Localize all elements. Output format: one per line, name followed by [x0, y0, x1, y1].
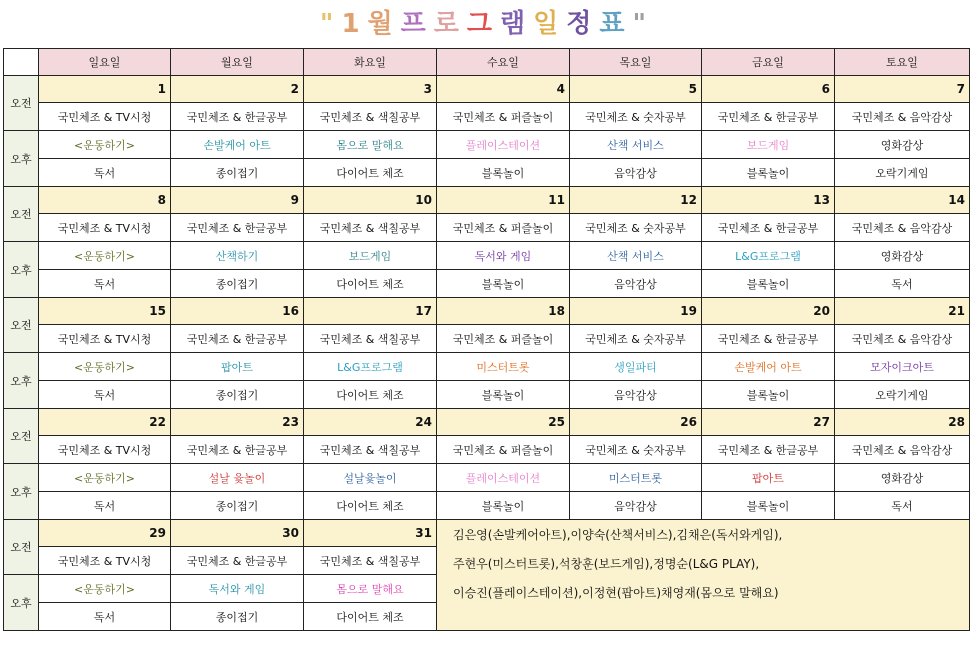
date-number: 4	[437, 76, 570, 103]
afternoon-row	[4, 242, 970, 270]
afternoon-activity: 종이접기	[171, 270, 304, 298]
date-number: 2	[171, 76, 304, 103]
date-number: 10	[304, 187, 437, 214]
date-number: 1	[39, 76, 171, 103]
date-number: 27	[702, 409, 835, 436]
date-number: 7	[835, 76, 970, 103]
note-line: 이승진(플레이스테이션),이정현(팝아트)채영재(몸으로 말해요)	[453, 586, 779, 600]
title-char: 표	[599, 9, 633, 39]
afternoon-activity: 종이접기	[171, 603, 304, 631]
day-header: 수요일	[437, 49, 570, 76]
morning-activity: 국민체조 & 한글공부	[171, 214, 304, 242]
morning-row	[4, 325, 970, 353]
afternoon-program: 산책 서비스	[570, 131, 702, 159]
afternoon-program: 팝아트	[171, 353, 304, 381]
morning-activity: 국민체조 & TV시청	[39, 103, 171, 131]
morning-row	[4, 436, 970, 464]
slot-label-pm: 오후	[4, 464, 39, 520]
afternoon-row	[4, 353, 970, 381]
date-row	[4, 76, 970, 103]
afternoon-program: 산책 서비스	[570, 242, 702, 270]
date-number: 6	[702, 76, 835, 103]
afternoon-activity: 오락기게임	[835, 159, 970, 187]
afternoon-program: <운동하기>	[39, 464, 171, 492]
afternoon-row	[4, 131, 970, 159]
afternoon-activity: 독서	[835, 492, 970, 520]
date-number: 19	[570, 298, 702, 325]
afternoon-activity: 다이어트 체조	[304, 159, 437, 187]
slot-label-pm: 오후	[4, 353, 39, 409]
morning-activity: 국민체조 & 한글공부	[702, 436, 835, 464]
afternoon-activity: 블록놀이	[702, 270, 835, 298]
afternoon-activity: 다이어트 체조	[304, 492, 437, 520]
afternoon-activity: 독서	[39, 603, 171, 631]
afternoon-activity: 독서	[835, 270, 970, 298]
morning-activity: 국민체조 & 숫자공부	[570, 436, 702, 464]
morning-activity: 국민체조 & 한글공부	[702, 325, 835, 353]
afternoon-program: 생일파티	[570, 353, 702, 381]
note-line: 김은영(손발케어아트),이양숙(산책서비스),김채은(독서와게임),	[453, 528, 783, 542]
date-number: 13	[702, 187, 835, 214]
title-char: 프	[400, 9, 434, 39]
afternoon-activity: 다이어트 체조	[304, 603, 437, 631]
afternoon-program: L&G프로그램	[702, 242, 835, 270]
date-number: 11	[437, 187, 570, 214]
title-char: "	[632, 9, 655, 39]
morning-activity: 국민체조 & TV시청	[39, 214, 171, 242]
date-number: 15	[39, 298, 171, 325]
afternoon-program: <운동하기>	[39, 575, 171, 603]
day-header: 토요일	[835, 49, 970, 76]
date-number: 14	[835, 187, 970, 214]
afternoon-activity: 블록놀이	[702, 159, 835, 187]
afternoon-activity: 종이접기	[171, 381, 304, 409]
afternoon-activity: 종이접기	[171, 159, 304, 187]
afternoon-activity: 블록놀이	[437, 381, 570, 409]
afternoon-activity: 블록놀이	[702, 381, 835, 409]
afternoon-program: <운동하기>	[39, 242, 171, 270]
date-number: 5	[570, 76, 702, 103]
morning-activity: 국민체조 & TV시청	[39, 325, 171, 353]
slot-label-pm: 오후	[4, 242, 39, 298]
afternoon-activity: 독서	[39, 159, 171, 187]
afternoon-activity: 블록놀이	[437, 159, 570, 187]
note-line: 주현우(미스터트롯),석창훈(보드게임),정명순(L&G PLAY),	[453, 557, 760, 571]
morning-activity: 국민체조 & 색칠공부	[304, 547, 437, 575]
morning-activity: 국민체조 & 퍼즐놀이	[437, 103, 570, 131]
afternoon-program: 설날 윷놀이	[171, 464, 304, 492]
date-number: 22	[39, 409, 171, 436]
afternoon-activity: 오락기게임	[835, 381, 970, 409]
afternoon-program: 손발케어 아트	[702, 353, 835, 381]
title-char: 그	[466, 9, 501, 39]
date-number: 29	[39, 520, 171, 547]
date-number: 12	[570, 187, 702, 214]
assignment-notes	[437, 520, 970, 631]
afternoon-program: 팝아트	[702, 464, 835, 492]
morning-activity: 국민체조 & 색칠공부	[304, 436, 437, 464]
afternoon-activity: 블록놀이	[702, 492, 835, 520]
afternoon-activity: 음악감상	[570, 381, 702, 409]
day-header: 일요일	[39, 49, 171, 76]
slot-label-am: 오전	[4, 76, 39, 131]
morning-activity: 국민체조 & 한글공부	[171, 103, 304, 131]
slot-label-pm: 오후	[4, 575, 39, 631]
slot-label-am: 오전	[4, 298, 39, 353]
slot-label-am: 오전	[4, 520, 39, 575]
morning-activity: 국민체조 & 한글공부	[702, 103, 835, 131]
title-char: 정	[566, 9, 600, 39]
slot-label-am: 오전	[4, 409, 39, 464]
date-number: 26	[570, 409, 702, 436]
afternoon-program: 플레이스테이션	[437, 464, 570, 492]
afternoon-program: 영화감상	[835, 464, 970, 492]
date-number: 16	[171, 298, 304, 325]
afternoon-program: <운동하기>	[39, 131, 171, 159]
afternoon-program: 몸으로 말해요	[304, 575, 437, 603]
afternoon-program: 모자이크아트	[835, 353, 970, 381]
slot-label-am: 오전	[4, 187, 39, 242]
date-number: 28	[835, 409, 970, 436]
date-number: 18	[437, 298, 570, 325]
date-row	[4, 409, 970, 436]
day-header: 월요일	[171, 49, 304, 76]
afternoon-program: 독서와 게임	[171, 575, 304, 603]
afternoon-activity: 음악감상	[570, 270, 702, 298]
day-header-row	[4, 49, 970, 76]
afternoon-program: 미스터트롯	[570, 464, 702, 492]
morning-activity: 국민체조 & 색칠공부	[304, 214, 437, 242]
afternoon-row-2	[4, 159, 970, 187]
date-number: 25	[437, 409, 570, 436]
slot-label-pm: 오후	[4, 131, 39, 187]
title-char: "	[319, 9, 342, 39]
schedule-table	[3, 48, 970, 631]
day-header: 목요일	[570, 49, 702, 76]
afternoon-activity: 독서	[39, 492, 171, 520]
afternoon-program: 플레이스테이션	[437, 131, 570, 159]
afternoon-activity: 다이어트 체조	[304, 381, 437, 409]
afternoon-row-2	[4, 381, 970, 409]
date-row	[4, 298, 970, 325]
title-char: 램	[500, 9, 534, 39]
afternoon-activity: 독서	[39, 381, 171, 409]
date-number: 9	[171, 187, 304, 214]
day-header: 금요일	[702, 49, 835, 76]
afternoon-row-2	[4, 492, 970, 520]
date-number: 21	[835, 298, 970, 325]
date-row	[4, 520, 970, 547]
date-number: 30	[171, 520, 304, 547]
date-number: 8	[39, 187, 171, 214]
morning-activity: 국민체조 & 한글공부	[171, 325, 304, 353]
day-header: 화요일	[304, 49, 437, 76]
morning-activity: 국민체조 & 퍼즐놀이	[437, 214, 570, 242]
afternoon-program: L&G프로그램	[304, 353, 437, 381]
afternoon-program: <운동하기>	[39, 353, 171, 381]
morning-activity: 국민체조 & 음악감상	[835, 436, 970, 464]
date-number: 31	[304, 520, 437, 547]
afternoon-program: 영화감상	[835, 131, 970, 159]
date-number: 23	[171, 409, 304, 436]
afternoon-activity: 블록놀이	[437, 492, 570, 520]
afternoon-program: 손발케어 아트	[171, 131, 304, 159]
date-number: 20	[702, 298, 835, 325]
morning-row	[4, 214, 970, 242]
afternoon-activity: 종이접기	[171, 492, 304, 520]
afternoon-program: 보드게임	[702, 131, 835, 159]
afternoon-program: 보드게임	[304, 242, 437, 270]
morning-activity: 국민체조 & 한글공부	[702, 214, 835, 242]
title-char: 1월	[341, 9, 401, 39]
afternoon-activity: 다이어트 체조	[304, 270, 437, 298]
morning-activity: 국민체조 & 음악감상	[835, 325, 970, 353]
morning-activity: 국민체조 & 음악감상	[835, 103, 970, 131]
afternoon-program: 영화감상	[835, 242, 970, 270]
morning-activity: 국민체조 & 숫자공부	[570, 103, 702, 131]
afternoon-activity: 음악감상	[570, 492, 702, 520]
afternoon-activity: 독서	[39, 270, 171, 298]
date-number: 24	[304, 409, 437, 436]
afternoon-program: 독서와 게임	[437, 242, 570, 270]
afternoon-activity: 음악감상	[570, 159, 702, 187]
morning-activity: 국민체조 & 음악감상	[835, 214, 970, 242]
morning-row	[4, 103, 970, 131]
date-row	[4, 187, 970, 214]
morning-activity: 국민체조 & 색칠공부	[304, 325, 437, 353]
morning-activity: 국민체조 & 숫자공부	[570, 325, 702, 353]
date-number: 3	[304, 76, 437, 103]
morning-activity: 국민체조 & 한글공부	[171, 547, 304, 575]
afternoon-row-2	[4, 270, 970, 298]
afternoon-activity: 블록놀이	[437, 270, 570, 298]
morning-activity: 국민체조 & 숫자공부	[570, 214, 702, 242]
date-number: 17	[304, 298, 437, 325]
afternoon-program: 설날윷놀이	[304, 464, 437, 492]
morning-activity: 국민체조 & 색칠공부	[304, 103, 437, 131]
afternoon-program: 몸으로 말해요	[304, 131, 437, 159]
title-char: 로	[433, 9, 467, 39]
morning-activity: 국민체조 & TV시청	[39, 436, 171, 464]
afternoon-program: 산책하기	[171, 242, 304, 270]
afternoon-row	[4, 464, 970, 492]
afternoon-program: 미스터트롯	[437, 353, 570, 381]
title-char: 일	[533, 9, 567, 39]
morning-activity: 국민체조 & 한글공부	[171, 436, 304, 464]
morning-activity: 국민체조 & 퍼즐놀이	[437, 436, 570, 464]
corner-cell	[4, 49, 39, 76]
morning-activity: 국민체조 & 퍼즐놀이	[437, 325, 570, 353]
morning-activity: 국민체조 & TV시청	[39, 547, 171, 575]
page-title	[0, 4, 974, 44]
